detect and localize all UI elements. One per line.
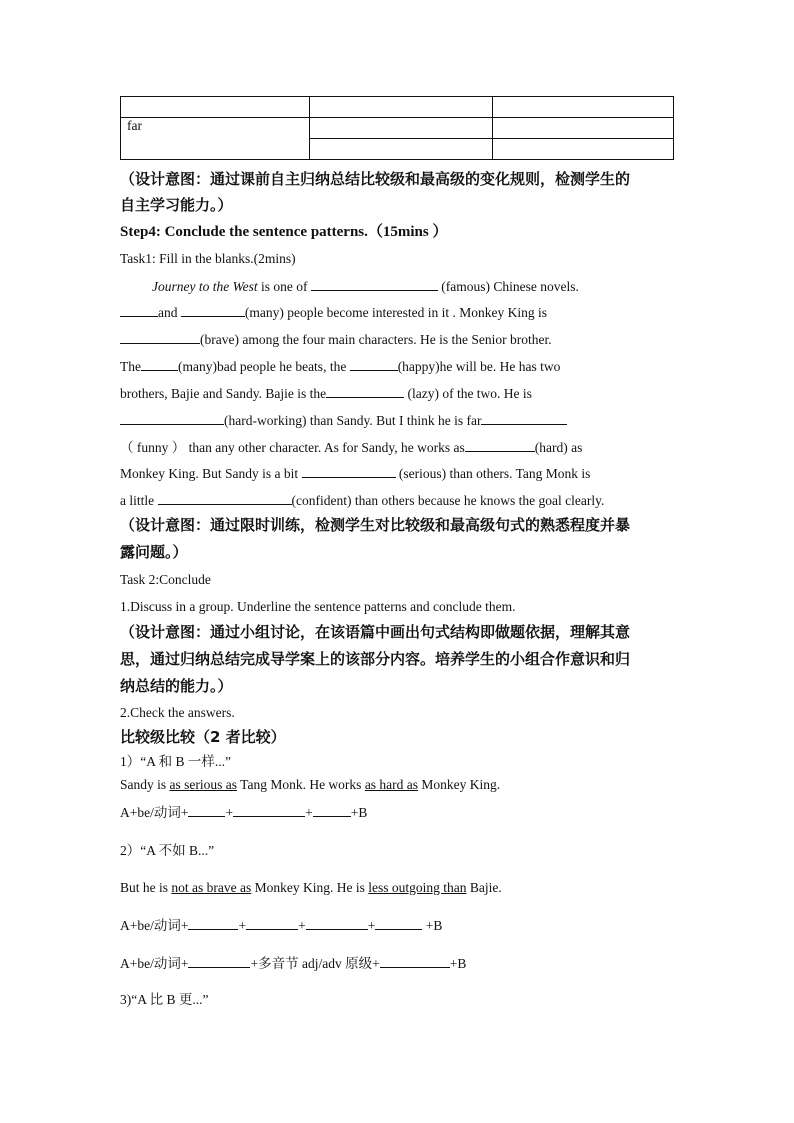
text-run: But he is: [120, 880, 172, 895]
table-cell: [310, 97, 493, 118]
pattern-1-title: 1）“A 和 B 一样...”: [120, 754, 231, 769]
pattern-2-formula-2: [120, 954, 680, 973]
pattern-3-title: 3)“A 比 B 更...”: [120, 992, 209, 1007]
design-intent-3-line-2: 思，通过归纳总结完成导学案上的该部分内容。培养学生的小组合作意识和归: [120, 650, 631, 668]
text-run: +: [367, 918, 376, 933]
text-run: +: [305, 805, 313, 820]
text-run: is one of: [257, 279, 311, 294]
design-intent-3-line-3: 纳总结的能力。）: [120, 677, 233, 695]
table-cell: [310, 118, 493, 139]
task2-item-1: 1.Discuss in a group. Underline the sentence patterns and conclude them.: [120, 599, 516, 614]
text-run: +: [225, 805, 234, 820]
text-run: +B: [449, 956, 467, 971]
text-run: (hard-working) than Sandy. But I think he is far: [224, 413, 482, 428]
blank-field[interactable]: [311, 277, 438, 291]
task1-line-5: [120, 384, 680, 403]
pattern-1-example: [120, 776, 680, 794]
task1-title: Task1: Fill in the blanks.(2mins): [120, 251, 296, 266]
text-run: Sandy is: [120, 777, 170, 792]
task1-line-4: [120, 357, 680, 376]
blank-field[interactable]: [158, 491, 292, 505]
task1-line-6: [120, 411, 680, 430]
table-cell: [493, 97, 674, 118]
design-intent-3-line-1: （设计意图：通过小组讨论，在该语篇中画出句式结构即做题依据，理解其意: [120, 623, 631, 641]
table-row: [121, 97, 674, 118]
book-title: Journey to the West: [152, 279, 258, 294]
task1-line-7: [120, 438, 680, 457]
text-run: brothers, Bajie and Sandy. Bajie is the: [120, 386, 327, 401]
blank-field[interactable]: [246, 916, 298, 930]
blank-field[interactable]: [120, 303, 158, 317]
blank-field[interactable]: [306, 916, 368, 930]
text-run: A+be/动词+: [120, 956, 189, 971]
blank-field[interactable]: [302, 464, 396, 478]
text-run: (many)bad people he beats, the: [178, 359, 350, 374]
pattern-2-example: [120, 879, 680, 897]
task1-line-2: [120, 303, 680, 322]
step4-title: Step4: Conclude the sentence patterns.（15mins ）: [120, 224, 448, 240]
text-run: a little: [120, 493, 158, 508]
task1-line-8: [120, 464, 680, 483]
table-cell: [121, 97, 310, 118]
underlined-phrase: less outgoing than: [368, 880, 467, 895]
text-run: （ funny ） than any other character. As for Sandy, he works as: [120, 440, 465, 455]
text-run: (lazy) of the two. He is: [404, 386, 532, 401]
text-run: +多音节 adj/adv 原级+: [250, 956, 380, 971]
blank-field[interactable]: [375, 916, 422, 930]
text-run: (happy)he will be. He has two: [397, 359, 561, 374]
blank-field[interactable]: [481, 411, 567, 425]
text-run: The: [120, 359, 141, 374]
blank-field[interactable]: [188, 803, 225, 817]
blank-field[interactable]: [181, 303, 245, 317]
blank-field[interactable]: [465, 438, 535, 452]
task1-line-3: [120, 330, 680, 349]
text-run: (hard) as: [534, 440, 583, 455]
text-run: Monkey King. But Sandy is a bit: [120, 466, 302, 481]
text-run: (brave) among the four main characters. He is the Senior brother.: [200, 332, 552, 347]
text-run: (famous) Chinese novels.: [437, 279, 579, 294]
task2-title: Task 2:Conclude: [120, 572, 211, 587]
comparison-table: [120, 96, 674, 160]
blank-field[interactable]: [350, 357, 398, 371]
text-run: Tang Monk. He works: [237, 777, 365, 792]
text-run: (serious) than others. Tang Monk is: [395, 466, 591, 481]
text-run: +: [298, 918, 306, 933]
blank-field[interactable]: [233, 803, 305, 817]
design-intent-2-line-1: （设计意图：通过限时训练，检测学生对比较级和最高级句式的熟悉程度并暴: [120, 516, 631, 534]
blank-field[interactable]: [120, 411, 224, 425]
pattern-1-formula: [120, 803, 680, 822]
blank-field[interactable]: [313, 803, 351, 817]
design-intent-1-line-2: 自主学习能力。）: [120, 196, 233, 214]
table-cell: [493, 118, 674, 139]
task1-line-9: [120, 491, 680, 510]
text-run: +B: [350, 805, 368, 820]
text-run: (confident) than others because he knows the goal clearly.: [291, 493, 605, 508]
blank-field[interactable]: [380, 954, 450, 968]
underlined-phrase: not as brave as: [171, 880, 252, 895]
comparative-heading: 比较级比较（2 者比较）: [120, 728, 286, 746]
pattern-2-title: 2）“A 不如 B...”: [120, 843, 215, 858]
table-cell-far: far: [121, 118, 310, 160]
text-run: +: [238, 918, 247, 933]
text-run: Monkey King. He is: [251, 880, 369, 895]
blank-field[interactable]: [326, 384, 404, 398]
text-run: and: [158, 305, 181, 320]
text-run: (many) people become interested in it . Monkey King is: [244, 305, 548, 320]
text-run: A+be/动词+: [120, 918, 189, 933]
blank-field[interactable]: [141, 357, 178, 371]
table-cell: [310, 139, 493, 160]
blank-field[interactable]: [188, 954, 250, 968]
text-run: A+be/动词+: [120, 805, 189, 820]
table-row: [121, 118, 674, 139]
underlined-phrase: as serious as: [169, 777, 238, 792]
text-run: Bajie.: [466, 880, 502, 895]
design-intent-1-line-1: （设计意图：通过课前自主归纳总结比较级和最高级的变化规则，检测学生的: [120, 170, 631, 188]
table-cell: [493, 139, 674, 160]
task1-line-1: [152, 277, 680, 296]
blank-field[interactable]: [188, 916, 238, 930]
pattern-2-formula-1: [120, 916, 680, 935]
check-answers: 2.Check the answers.: [120, 705, 235, 720]
design-intent-2-line-2: 露问题。）: [120, 543, 188, 561]
underlined-phrase: as hard as: [364, 777, 419, 792]
blank-field[interactable]: [120, 330, 200, 344]
text-run: Monkey King.: [418, 777, 501, 792]
text-run: +B: [422, 918, 443, 933]
